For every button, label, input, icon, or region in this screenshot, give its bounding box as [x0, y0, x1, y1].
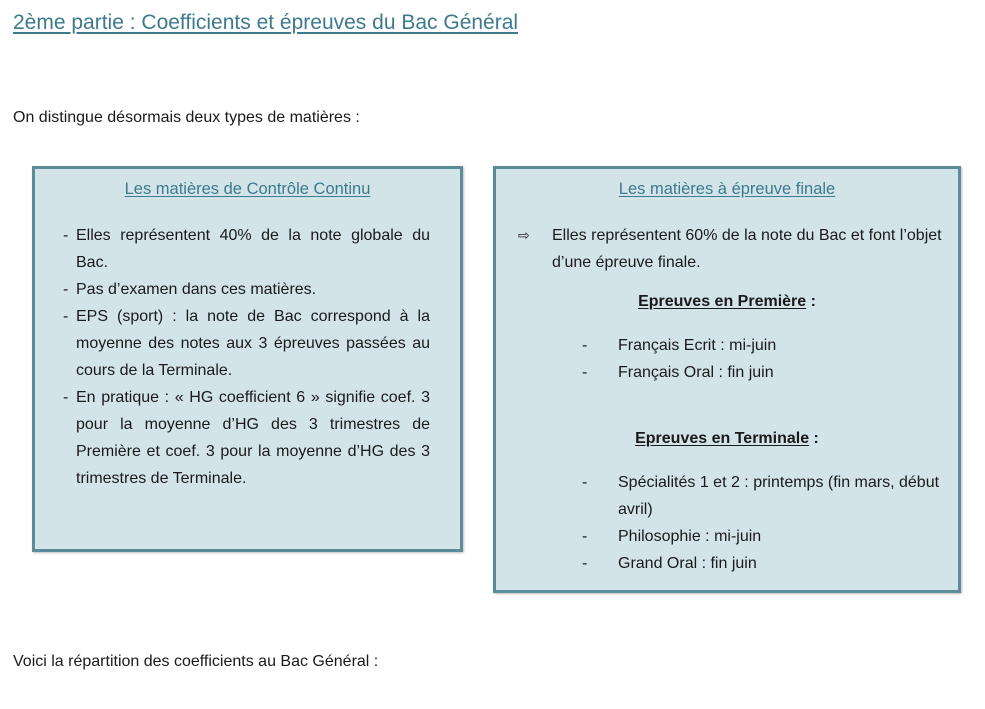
- list-item: - Philosophie : mi-juin: [582, 523, 944, 550]
- terminale-exams-suffix: :: [809, 430, 819, 447]
- list-item: - Spécialités 1 et 2 : printemps (fin mars, début avril): [582, 469, 944, 523]
- final-exam-title: Les matières à épreuve finale: [618, 180, 836, 198]
- terminale-exams-title: Epreuves en Terminale: [635, 430, 810, 447]
- final-exam-intro: [518, 222, 944, 276]
- outro-paragraph: Voici la répartition des coefficients au Bac Général :: [13, 653, 379, 670]
- list-item: - Français Ecrit : mi-juin: [582, 332, 944, 359]
- list-item: - EPS (sport) : la note de Bac correspond à la moyenne des notes aux 3 épreuves passées au cours de la Terminale.: [63, 303, 430, 384]
- list-item: - Pas d’examen dans ces matières.: [63, 276, 430, 303]
- intro-paragraph: On distingue désormais deux types de matières :: [13, 109, 360, 126]
- terminale-exams-list: [582, 469, 944, 577]
- premiere-exams-heading: [496, 293, 958, 311]
- list-item: - En pratique : « HG coefficient 6 » signifie coef. 3 pour la moyenne d’HG des 3 trimestres de Première et coef. 3 pour la moyenne d’HG des 3 trimestres de Terminale.: [63, 384, 430, 492]
- list-item: - Grand Oral : fin juin: [582, 550, 944, 577]
- premiere-exams-list: [582, 332, 944, 386]
- page-title: 2ème partie : Coefficients et épreuves du Bac Général: [13, 11, 519, 34]
- continuous-assessment-list: [63, 222, 430, 492]
- list-item: - Elles représentent 40% de la note globale du Bac.: [63, 222, 430, 276]
- continuous-assessment-title: Les matières de Contrôle Continu: [124, 180, 371, 198]
- terminale-exams-heading: [496, 430, 958, 448]
- arrow-right-icon: ⇨: [518, 227, 530, 243]
- list-item: - Français Oral : fin juin: [582, 359, 944, 386]
- continuous-assessment-box: [32, 166, 463, 552]
- premiere-exams-suffix: :: [806, 293, 816, 310]
- final-exam-box: [493, 166, 961, 593]
- final-exam-intro-text: Elles représentent 60% de la note du Bac et font l’objet d’une épreuve finale.: [552, 227, 942, 271]
- premiere-exams-title: Epreuves en Première: [638, 293, 807, 310]
